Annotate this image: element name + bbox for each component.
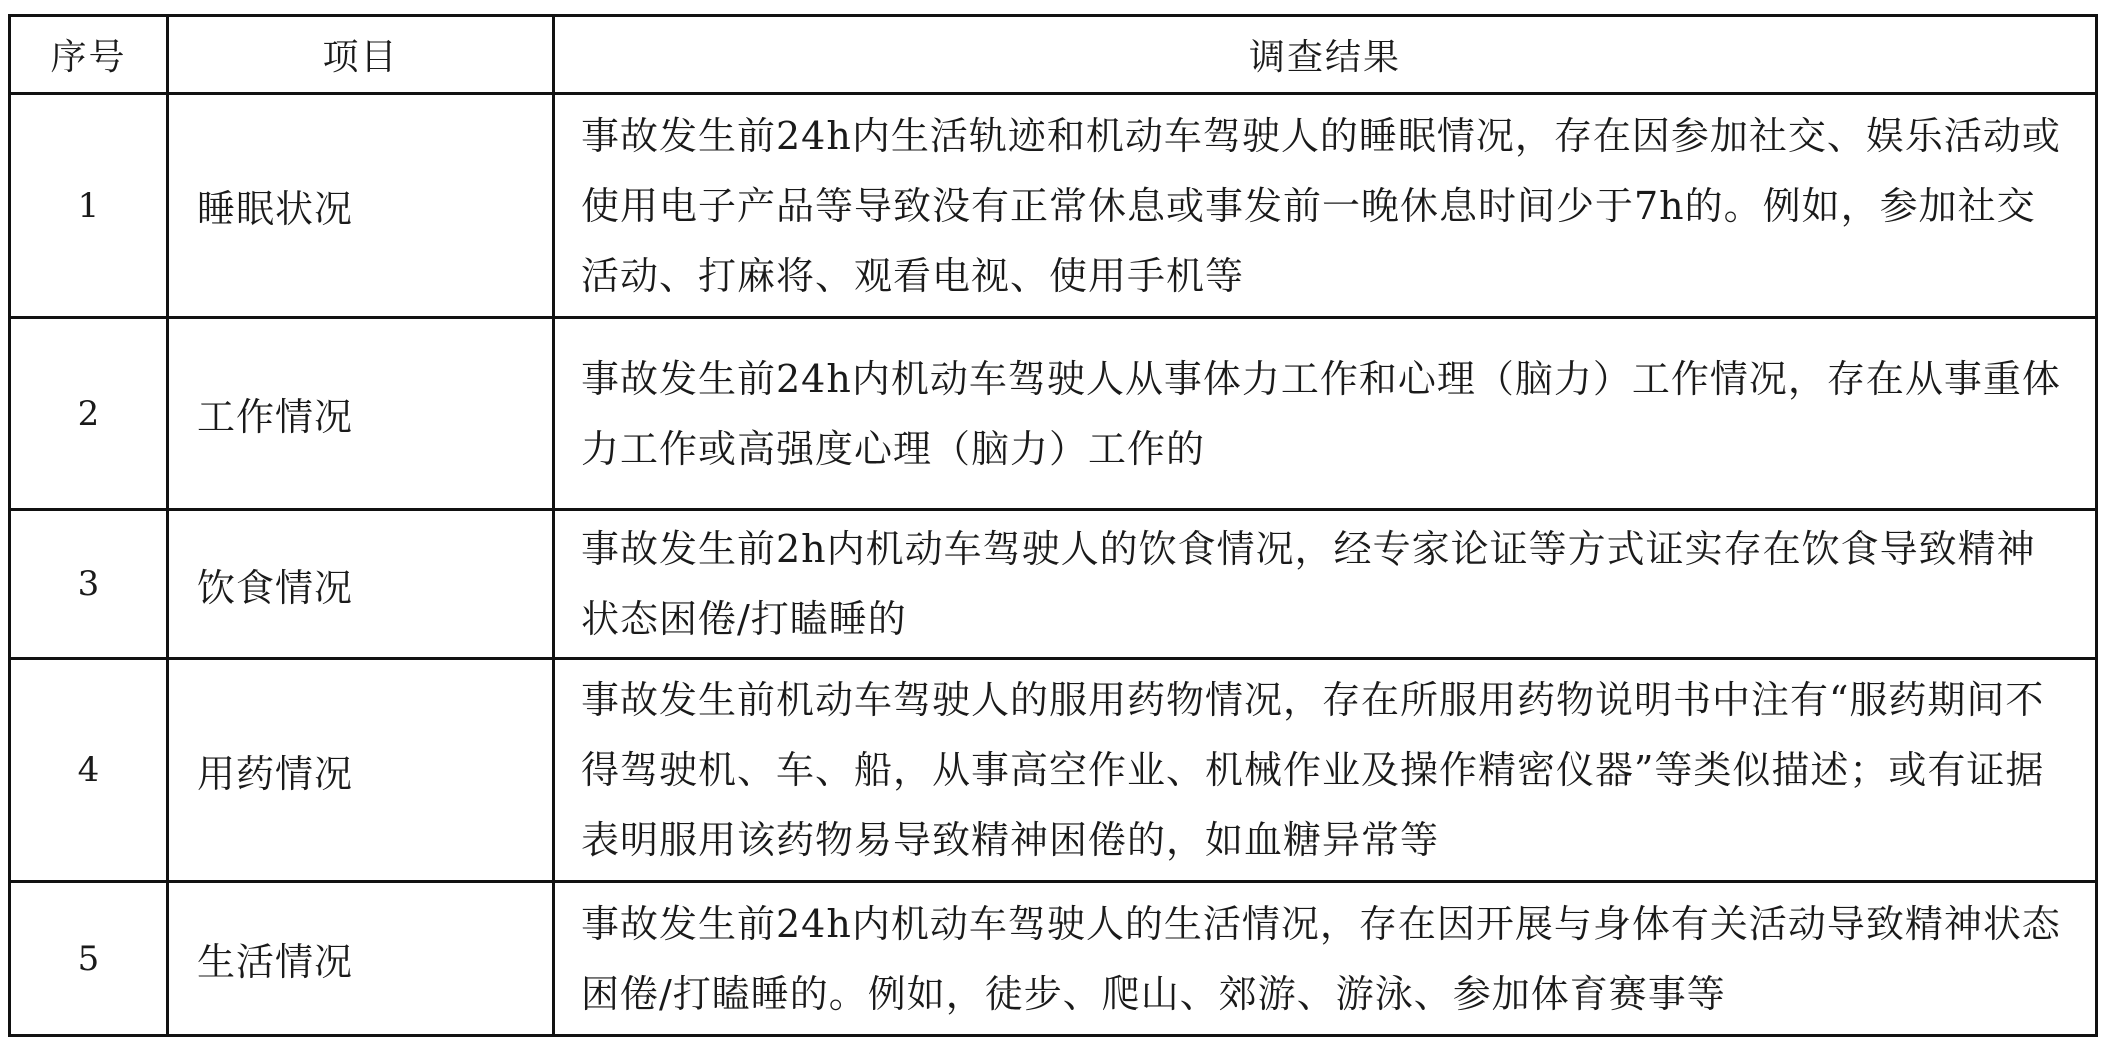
table-row [10,510,2097,659]
investigation-table [8,14,2098,1037]
row-item: 工作情况 [168,318,554,510]
table-row [10,318,2097,510]
header-no: 序号 [10,16,168,94]
row-item: 饮食情况 [168,510,554,659]
header-row [10,16,2097,94]
row-result: 事故发生前24h内机动车驾驶人从事体力工作和心理（脑力）工作情况，存在从事重体力工作或高强度心理（脑力）工作的 [554,318,2097,510]
table-row [10,94,2097,318]
header-item: 项目 [168,16,554,94]
row-result: 事故发生前2h内机动车驾驶人的饮食情况，经专家论证等方式证实存在饮食导致精神状态困倦/打瞌睡的 [554,510,2097,659]
row-number: 2 [10,318,168,510]
row-number: 4 [10,659,168,882]
row-number: 3 [10,510,168,659]
row-item: 生活情况 [168,882,554,1036]
table-row [10,882,2097,1036]
row-result: 事故发生前24h内生活轨迹和机动车驾驶人的睡眠情况，存在因参加社交、娱乐活动或使用电子产品等导致没有正常休息或事发前一晚休息时间少于7h的。例如，参加社交活动、打麻将、观看电视、使用手机等 [554,94,2097,318]
row-result: 事故发生前24h内机动车驾驶人的生活情况，存在因开展与身体有关活动导致精神状态困倦/打瞌睡的。例如，徒步、爬山、郊游、游泳、参加体育赛事等 [554,882,2097,1036]
row-item: 睡眠状况 [168,94,554,318]
header-result: 调查结果 [554,16,2097,94]
row-result: 事故发生前机动车驾驶人的服用药物情况，存在所服用药物说明书中注有“服药期间不得驾驶机、车、船，从事高空作业、机械作业及操作精密仪器”等类似描述；或有证据表明服用该药物易导致精神困倦的，如血糖异常等 [554,659,2097,882]
row-number: 5 [10,882,168,1036]
row-item: 用药情况 [168,659,554,882]
row-number: 1 [10,94,168,318]
table-row [10,659,2097,882]
